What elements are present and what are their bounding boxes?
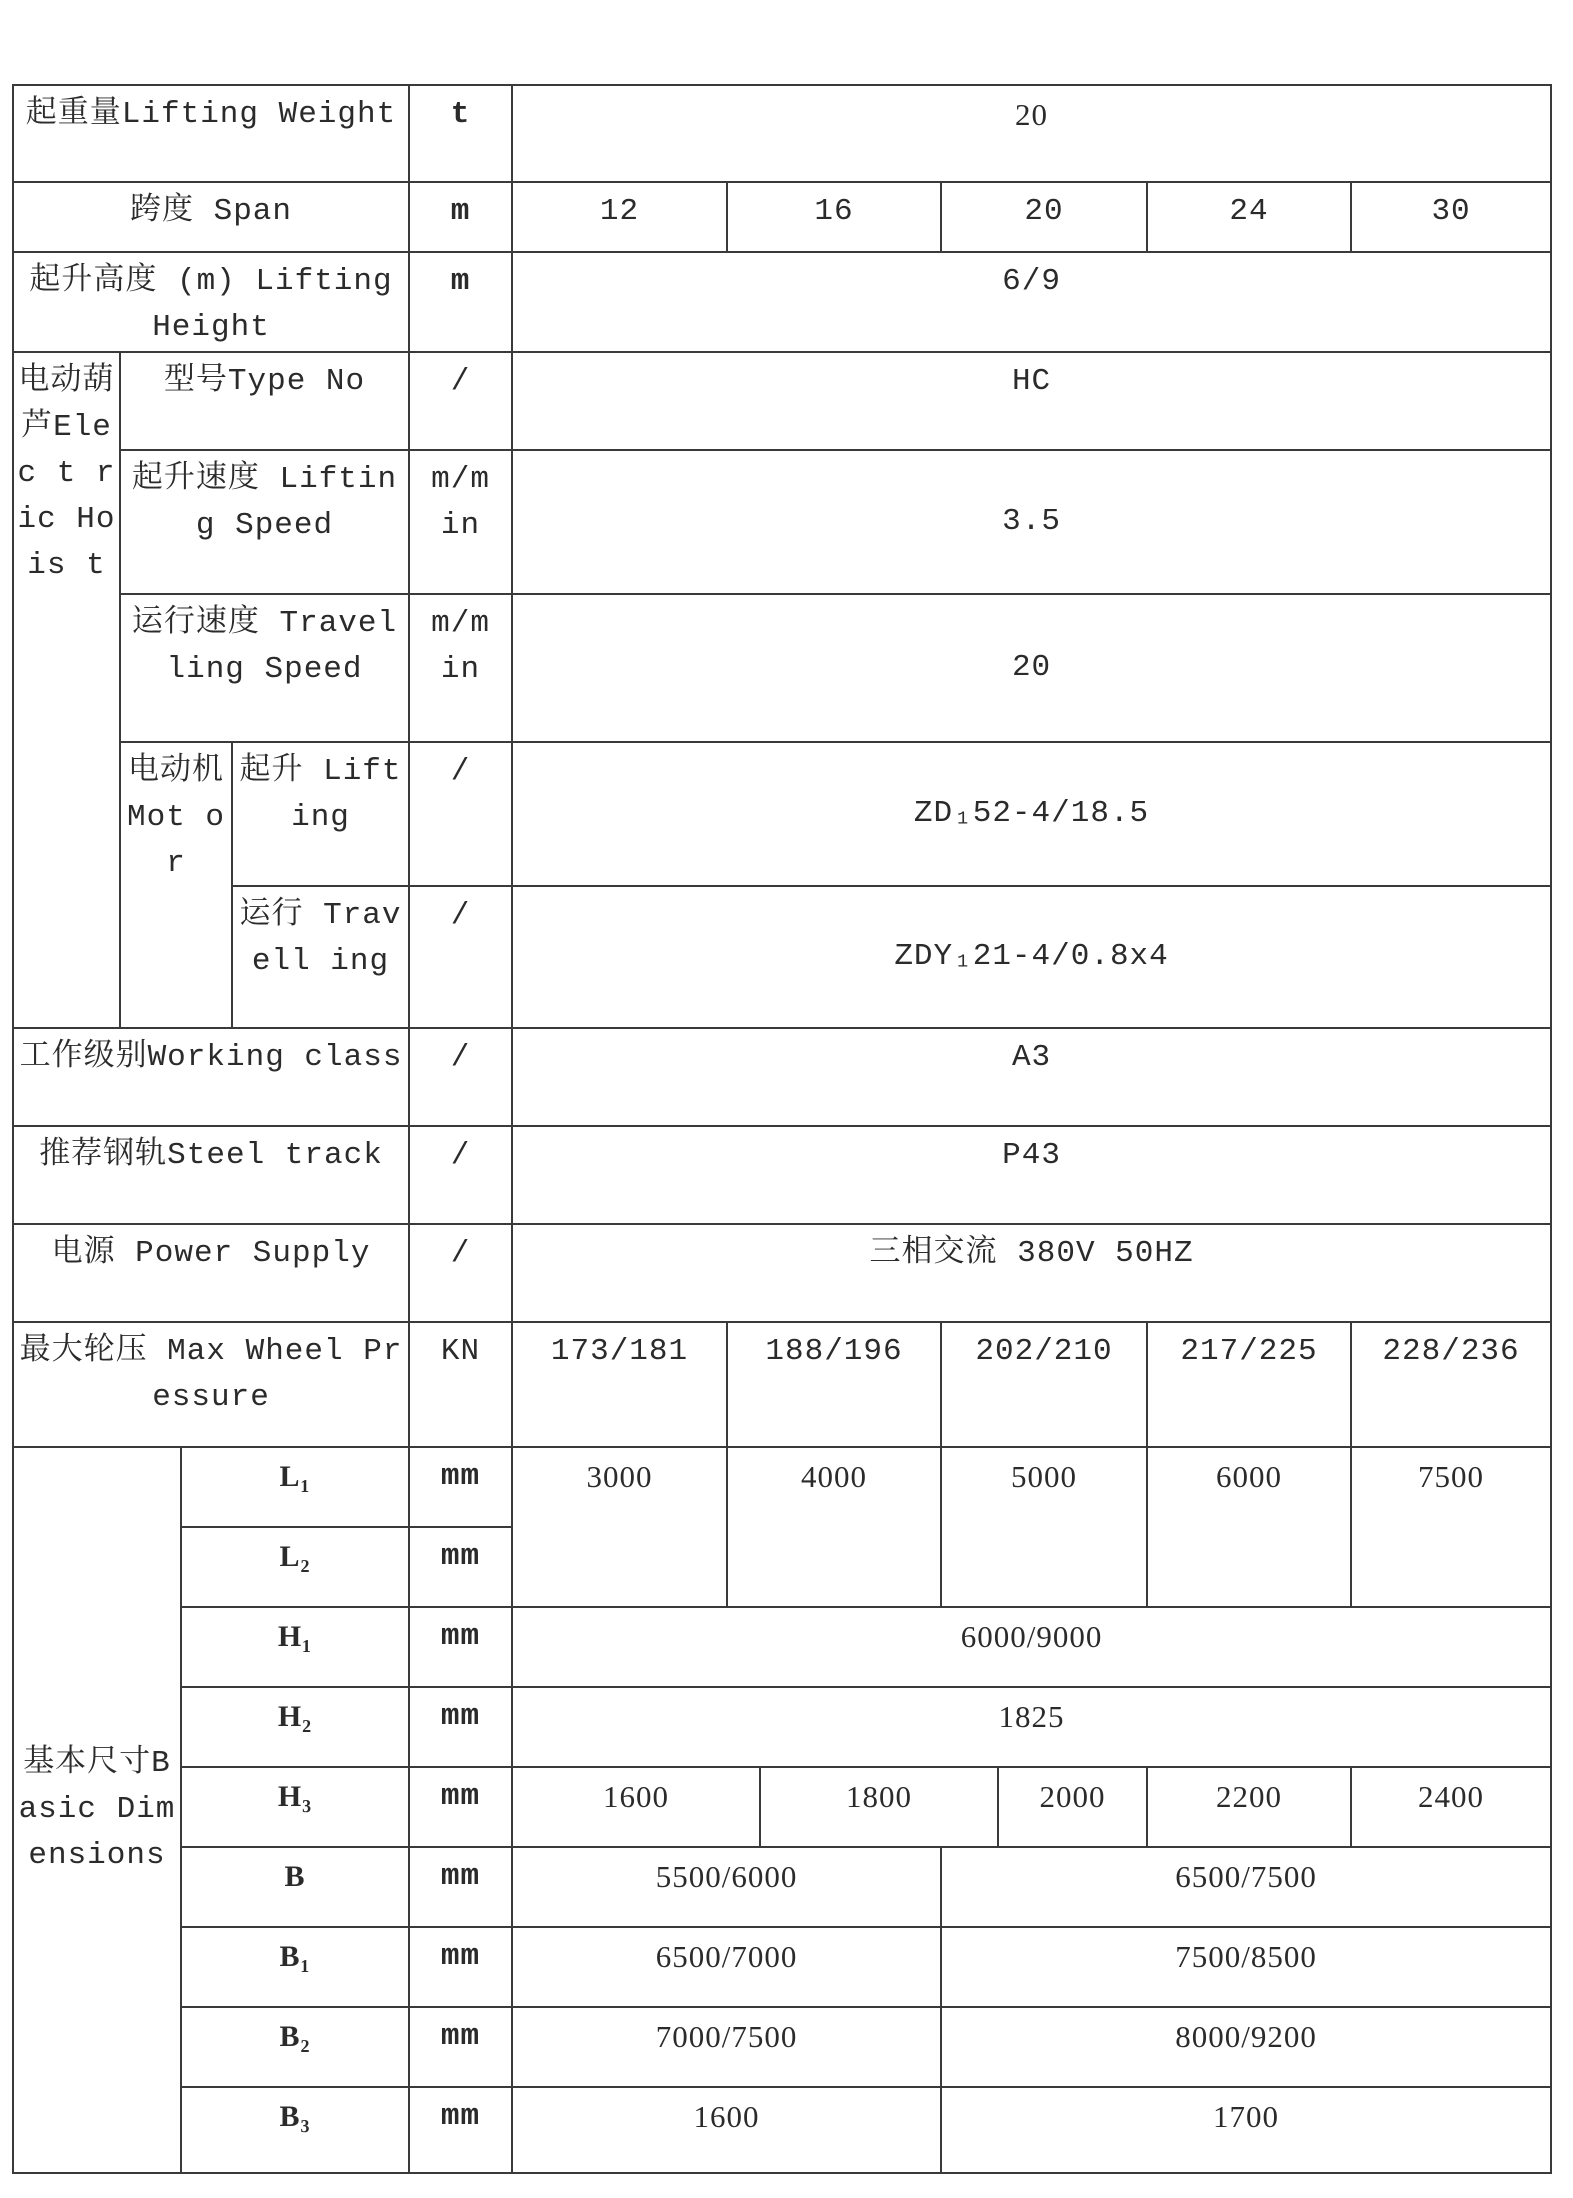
spec-table (12, 84, 1552, 2174)
label-lifting-speed: 起升速度 Lifting Speed (120, 450, 409, 594)
unit-steel-track: / (409, 1126, 512, 1224)
value-h2: 1825 (512, 1687, 1551, 1767)
row-travelling-speed (13, 594, 1551, 742)
unit-motor-travelling: / (409, 886, 512, 1028)
row-working-class (13, 1028, 1551, 1126)
unit-power-supply: / (409, 1224, 512, 1322)
row-steel-track (13, 1126, 1551, 1224)
span-cell: 16 (727, 182, 941, 252)
label-working-class: 工作级别Working class (13, 1028, 409, 1126)
unit-l1: mm (409, 1447, 512, 1527)
span-cell: 20 (941, 182, 1147, 252)
label-span: 跨度 Span (13, 182, 409, 252)
row-lifting-height (13, 252, 1551, 352)
label-type-no: 型号Type No (120, 352, 409, 450)
label-motor-travelling: 运行 Travell ing (232, 886, 409, 1028)
h3-cell: 2400 (1351, 1767, 1551, 1847)
unit-type-no: / (409, 352, 512, 450)
b1-cell: 7500/8500 (941, 1927, 1551, 2007)
label-power-supply: 电源 Power Supply (13, 1224, 409, 1322)
row-h1 (13, 1607, 1551, 1687)
unit-l2: mm (409, 1527, 512, 1607)
label-travelling-speed: 运行速度 Travelling Speed (120, 594, 409, 742)
row-max-wheel (13, 1322, 1551, 1447)
label-max-wheel: 最大轮压 Max Wheel Pressure (13, 1322, 409, 1447)
max-wheel-cell: 202/210 (941, 1322, 1147, 1447)
label-b: B (181, 1847, 409, 1927)
row-lifting-speed (13, 450, 1551, 594)
b2-cell: 8000/9200 (941, 2007, 1551, 2087)
unit-b1: mm (409, 1927, 512, 2007)
row-b3 (13, 2087, 1551, 2173)
l-cell: 6000 (1147, 1447, 1351, 1607)
label-motor-lifting: 起升 Lifting (232, 742, 409, 886)
max-wheel-cell: 188/196 (727, 1322, 941, 1447)
h3-cell: 2000 (998, 1767, 1147, 1847)
label-b1: B₁ (181, 1927, 409, 2007)
l-cell: 7500 (1351, 1447, 1551, 1607)
unit-span: m (409, 182, 512, 252)
unit-lifting-speed: m/m in (409, 450, 512, 594)
row-power-supply (13, 1224, 1551, 1322)
value-h1: 6000/9000 (512, 1607, 1551, 1687)
l-cell: 5000 (941, 1447, 1147, 1607)
b1-cell: 6500/7000 (512, 1927, 941, 2007)
label-h1: H₁ (181, 1607, 409, 1687)
value-travelling-speed: 20 (512, 594, 1551, 742)
b2-cell: 7000/7500 (512, 2007, 941, 2087)
unit-h3: mm (409, 1767, 512, 1847)
l-cell: 4000 (727, 1447, 941, 1607)
unit-max-wheel: KN (409, 1322, 512, 1447)
group-motor: 电动机Mot or (120, 742, 232, 1028)
h3-cell: 1600 (512, 1767, 760, 1847)
h3-cell: 2200 (1147, 1767, 1351, 1847)
label-h3: H₃ (181, 1767, 409, 1847)
row-motor-lifting (13, 742, 1551, 886)
label-l1: L₁ (181, 1447, 409, 1527)
row-b1 (13, 1927, 1551, 2007)
unit-h2: mm (409, 1687, 512, 1767)
row-l1 (13, 1447, 1551, 1527)
unit-working-class: / (409, 1028, 512, 1126)
span-cell: 24 (1147, 182, 1351, 252)
max-wheel-cell: 228/236 (1351, 1322, 1551, 1447)
row-motor-travelling (13, 886, 1551, 1028)
b-cell: 5500/6000 (512, 1847, 941, 1927)
label-b2: B₂ (181, 2007, 409, 2087)
row-h3 (13, 1767, 1551, 1847)
unit-travelling-speed: m/m in (409, 594, 512, 742)
b3-cell: 1600 (512, 2087, 941, 2173)
value-lifting-weight: 20 (512, 85, 1551, 182)
label-steel-track: 推荐钢轨Steel track (13, 1126, 409, 1224)
max-wheel-cell: 173/181 (512, 1322, 727, 1447)
value-lifting-speed: 3.5 (512, 450, 1551, 594)
unit-b: mm (409, 1847, 512, 1927)
row-h2 (13, 1687, 1551, 1767)
row-lifting-weight (13, 85, 1551, 182)
unit-lifting-weight: t (409, 85, 512, 182)
row-b2 (13, 2007, 1551, 2087)
value-motor-lifting: ZD₁52-4/18.5 (512, 742, 1551, 886)
b3-cell: 1700 (941, 2087, 1551, 2173)
row-span (13, 182, 1551, 252)
unit-b3: mm (409, 2087, 512, 2173)
label-lifting-weight: 起重量Lifting Weight (13, 85, 409, 182)
max-wheel-cell: 217/225 (1147, 1322, 1351, 1447)
value-type-no: HC (512, 352, 1551, 450)
row-b (13, 1847, 1551, 1927)
value-steel-track: P43 (512, 1126, 1551, 1224)
row-type-no (13, 352, 1551, 450)
span-cell: 12 (512, 182, 727, 252)
group-basic-dimensions: 基本尺寸Basic Dimensions (13, 1447, 181, 2173)
value-motor-travelling: ZDY₁21-4/0.8x4 (512, 886, 1551, 1028)
label-b3: B₃ (181, 2087, 409, 2173)
l-cell: 3000 (512, 1447, 727, 1607)
value-working-class: A3 (512, 1028, 1551, 1126)
value-lifting-height: 6/9 (512, 252, 1551, 352)
label-h2: H₂ (181, 1687, 409, 1767)
label-l2: L₂ (181, 1527, 409, 1607)
h3-cell: 1800 (760, 1767, 998, 1847)
span-cell: 30 (1351, 182, 1551, 252)
value-power-supply: 三相交流 380V 50HZ (512, 1224, 1551, 1322)
group-electric-hoist: 电动葫芦Elec t ric Hois t (13, 352, 120, 1028)
unit-motor-lifting: / (409, 742, 512, 886)
label-lifting-height: 起升高度 (m) Lifting Height (13, 252, 409, 352)
unit-b2: mm (409, 2007, 512, 2087)
b-cell: 6500/7500 (941, 1847, 1551, 1927)
unit-h1: mm (409, 1607, 512, 1687)
unit-lifting-height: m (409, 252, 512, 352)
